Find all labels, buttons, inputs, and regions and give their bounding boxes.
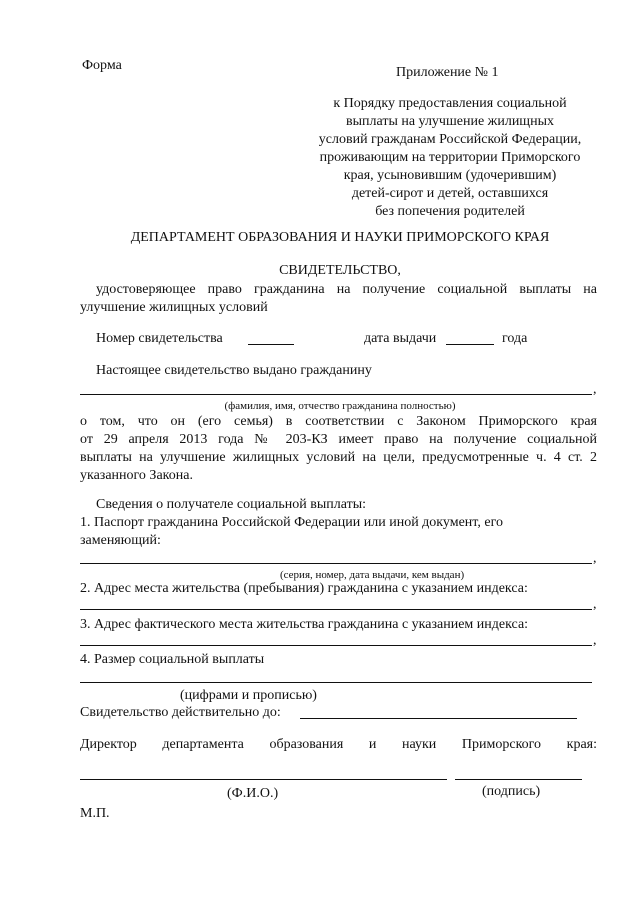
form-label: Форма xyxy=(82,58,122,73)
appendix-line: условий гражданам Российской Федерации, xyxy=(318,132,582,147)
comma: , xyxy=(593,382,597,397)
appendix-line: к Порядку предоставления социальной xyxy=(333,96,567,111)
appendix-line: без попечения родителей xyxy=(375,204,525,219)
address-field xyxy=(80,609,592,610)
validity-label: Свидетельство действительно до: xyxy=(80,705,281,720)
appendix-title: Приложение № 1 xyxy=(396,65,499,80)
stamp-label: М.П. xyxy=(80,806,110,821)
body-line: указанного Закона. xyxy=(80,468,193,483)
passport-caption: (серия, номер, дата выдачи, кем выдан) xyxy=(280,569,465,581)
director-name-field xyxy=(80,779,447,780)
recipient-item-1: 1. Паспорт гражданина Российской Федерации или иной документ, его xyxy=(80,515,503,530)
appendix-line: проживающим на территории Приморского xyxy=(319,150,581,165)
issued-text: Настоящее свидетельство выдано гражданину xyxy=(96,363,372,378)
recipient-heading: Сведения о получателе социальной выплаты: xyxy=(96,497,367,512)
number-field xyxy=(248,344,294,345)
actual-address-field xyxy=(80,645,592,646)
body-line: о том, что он (его семья) в соответствии с Законом Приморского края xyxy=(80,414,597,429)
appendix-line: детей-сирот и детей, оставшихся xyxy=(351,186,549,201)
certificate-subtitle: удостоверяющее право гражданина на получение социальной выплаты на xyxy=(96,282,597,297)
citizen-name-field xyxy=(80,394,592,395)
date-field xyxy=(446,344,494,345)
amount-field xyxy=(80,682,592,683)
comma: , xyxy=(593,597,597,612)
signature-caption: (подпись) xyxy=(482,784,541,799)
appendix-line: края, усыновившим (удочерившим) xyxy=(343,168,557,183)
citizen-name-caption: (фамилия, имя, отчество гражданина полностью) xyxy=(224,400,456,412)
validity-field xyxy=(300,718,577,719)
date-label: дата выдачи xyxy=(364,331,437,346)
recipient-item-3: 3. Адрес фактического места жительства гражданина с указанием индекса: xyxy=(80,617,529,632)
recipient-item-2: 2. Адрес места жительства (пребывания) гражданина с указанием индекса: xyxy=(80,581,528,596)
body-line: от 29 апреля 2013 года № 203-КЗ имеет право на получение социальной xyxy=(80,432,597,447)
certificate-subtitle: улучшение жилищных условий xyxy=(80,300,268,315)
amount-caption: (цифрами и прописью) xyxy=(180,688,317,703)
recipient-item-1: заменяющий: xyxy=(80,533,161,548)
recipient-item-4: 4. Размер социальной выплаты xyxy=(80,652,265,667)
signature-field xyxy=(455,779,582,780)
comma: , xyxy=(593,633,597,648)
year-label: года xyxy=(502,331,528,346)
number-label: Номер свидетельства xyxy=(96,331,223,346)
comma: , xyxy=(593,551,597,566)
appendix-line: выплаты на улучшение жилищных xyxy=(345,114,554,129)
body-line: выплаты на улучшение жилищных условий на цели, предусмотренные ч. 4 ст. 2 xyxy=(80,450,597,465)
fio-caption: (Ф.И.О.) xyxy=(227,786,279,801)
director-line: Директор департамента образования и науки Приморского края: xyxy=(80,737,597,752)
passport-field xyxy=(80,563,592,564)
certificate-title: СВИДЕТЕЛЬСТВО, xyxy=(279,263,401,278)
department-heading: ДЕПАРТАМЕНТ ОБРАЗОВАНИЯ И НАУКИ ПРИМОРСКОГО КРАЯ xyxy=(130,230,550,245)
